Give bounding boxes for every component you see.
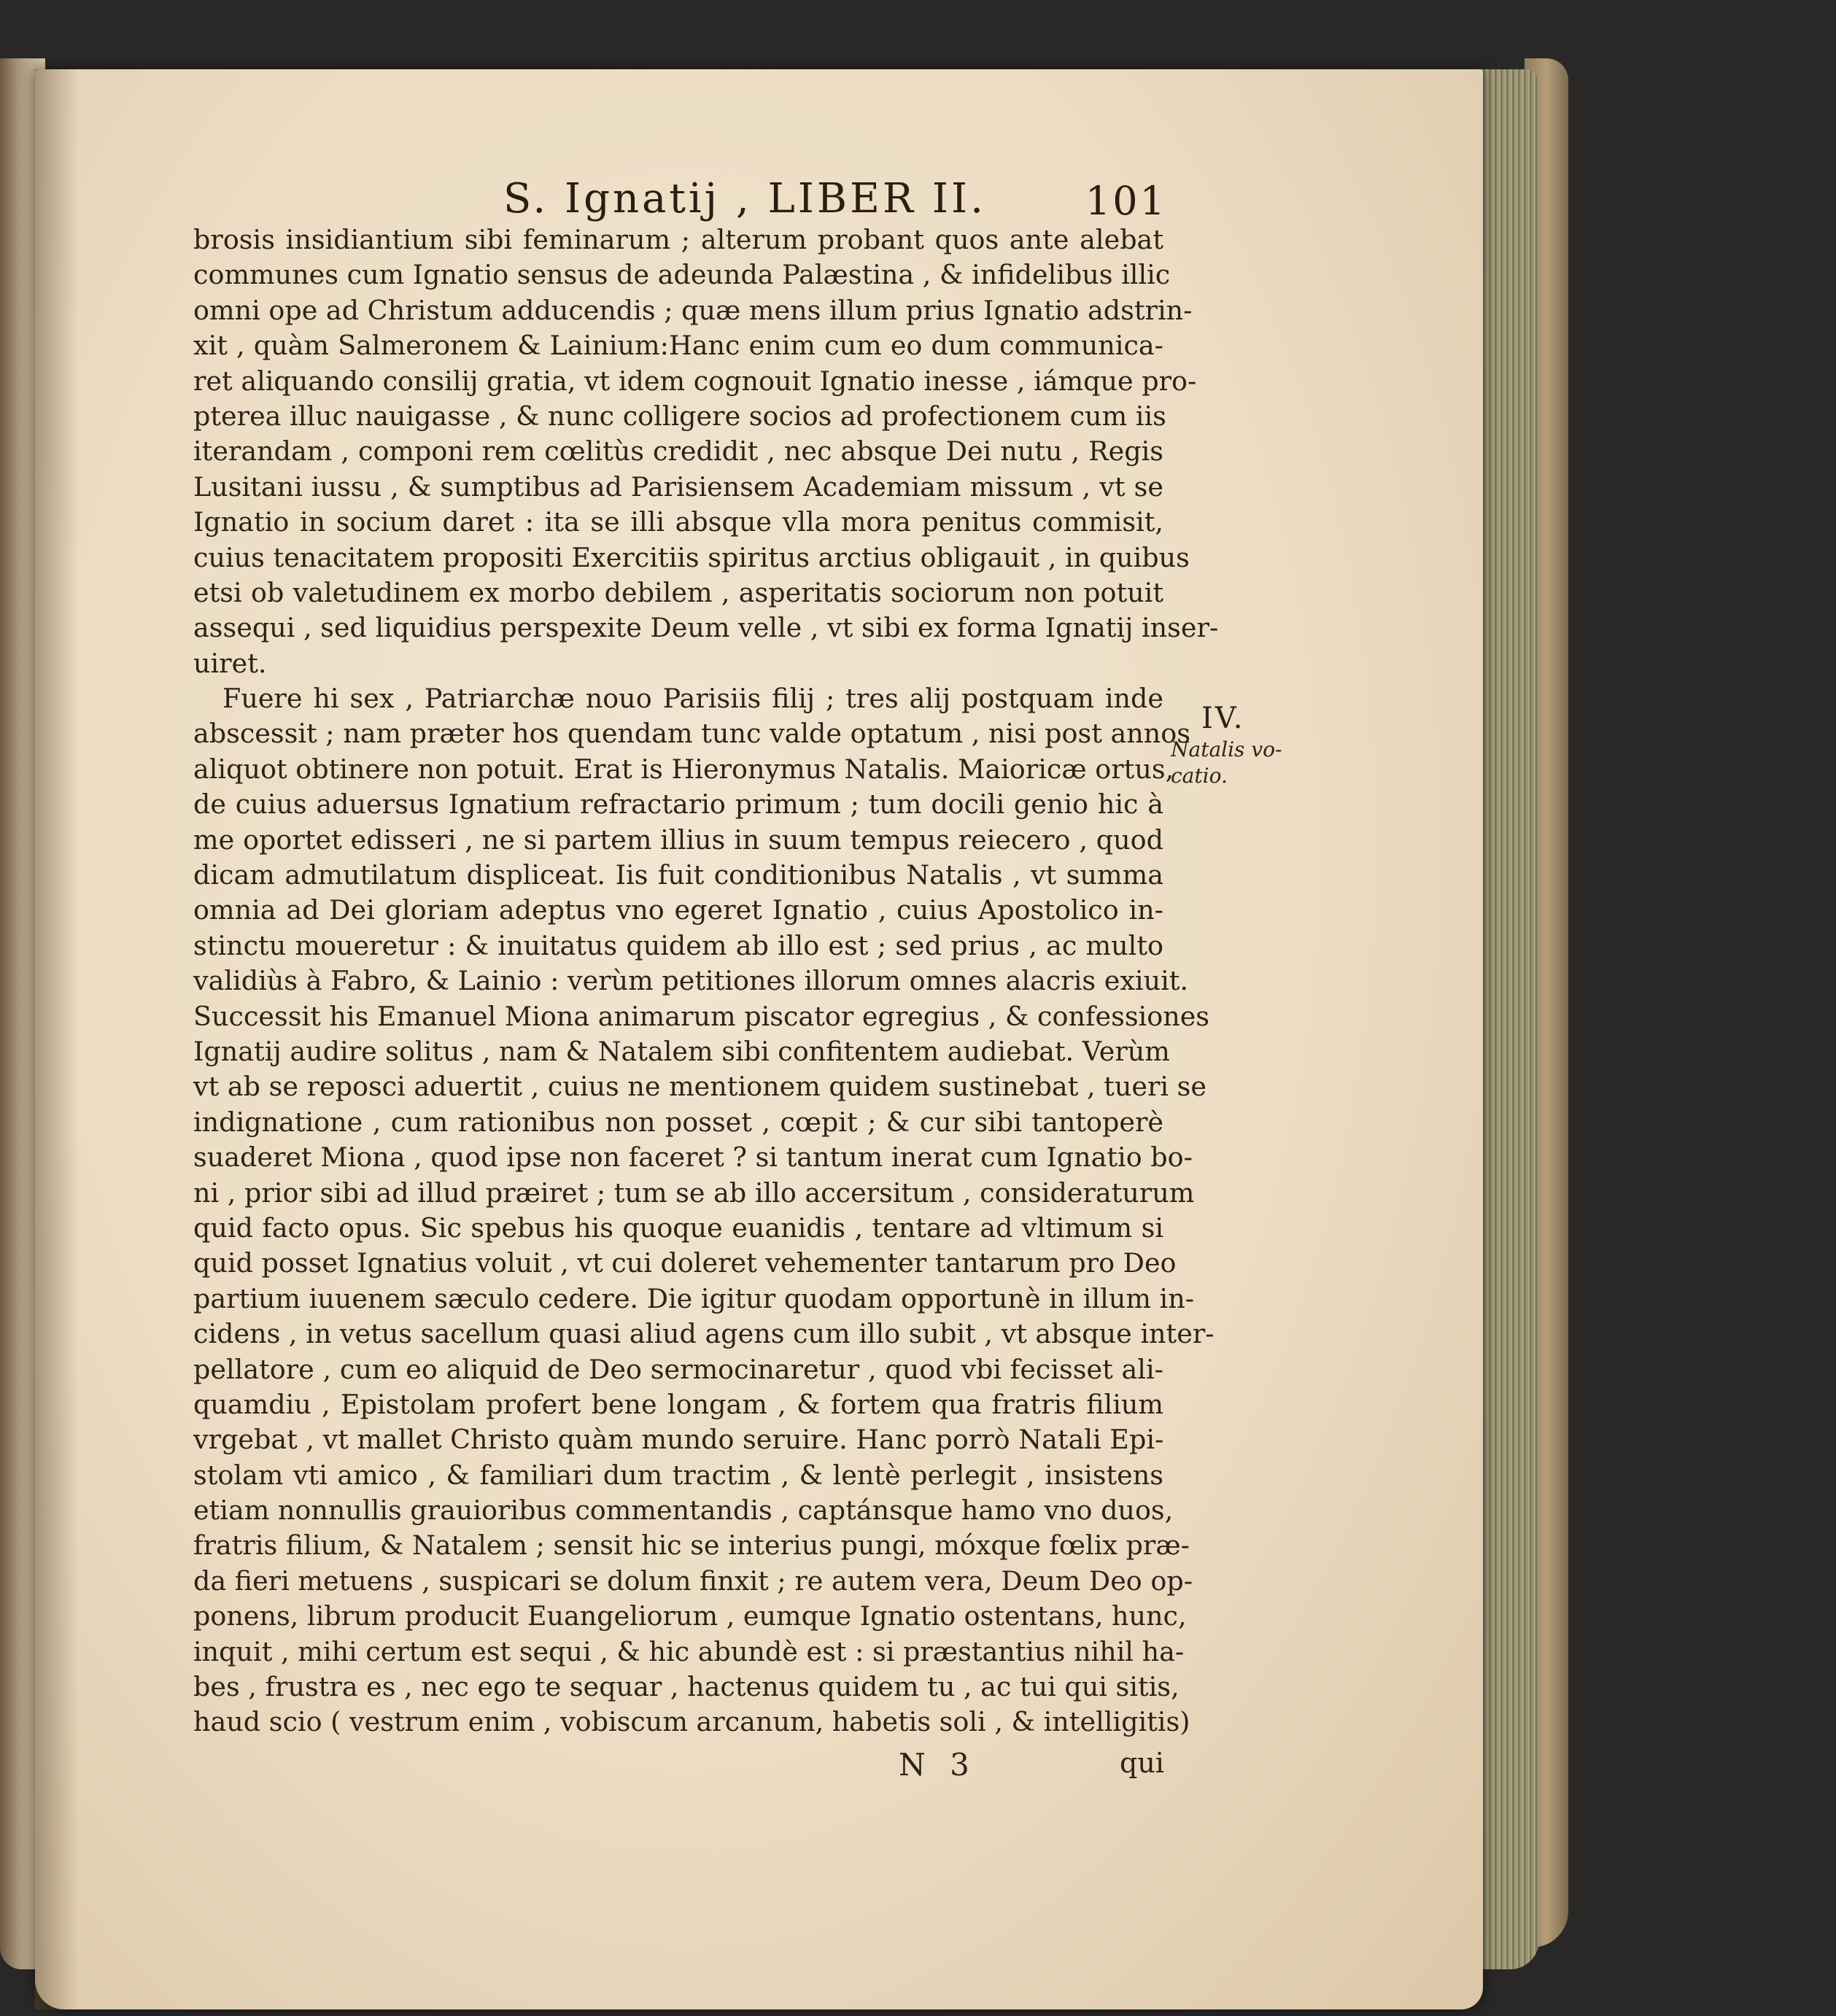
margin-note-line: catio. <box>1171 764 1228 788</box>
text-line: indignatione , cum rationibus non posset , cœpit ; & cur sibi tantoperè <box>193 1106 1163 1138</box>
page-header <box>190 175 1167 226</box>
text-line: omni ope ad Christum adducendis ; quæ mens illum prius Ignatio adstrin- <box>193 294 1193 326</box>
text-line: xit , quàm Salmeronem & Lainium:Hanc enim cum eo dum communica- <box>193 330 1163 362</box>
text-line: stinctu moueretur : & inuitatus quidem ab illo est ; sed prius , ac multo <box>193 929 1163 961</box>
text-line: stolam vti amico , & familiari dum tractim , & lentè perlegit , insistens <box>193 1459 1163 1491</box>
text-line: etsi ob valetudinem ex morbo debilem , asperitatis sociorum non potuit <box>193 576 1163 608</box>
text-line: vrgebat , vt mallet Christo quàm mundo seruire. Hanc porrò Natali Epi- <box>193 1424 1164 1456</box>
text-line: dicam admutilatum displiceat. Iis fuit conditionibus Natalis , vt summa <box>193 859 1163 891</box>
page-number: 101 <box>1085 178 1167 224</box>
text-line: vt ab se reposci aduertit , cuius ne mentionem quidem sustinebat , tueri se <box>193 1071 1206 1103</box>
text-line: Ignatij audire solitus , nam & Natalem sibi confitentem audiebat. Verùm <box>193 1035 1170 1067</box>
text-line: ret aliquando consilij gratia, vt idem cognouit Ignatio inesse , iámque pro- <box>193 365 1197 397</box>
text-line: quamdiu , Epistolam profert bene longam , & fortem qua fratris filium <box>193 1388 1163 1420</box>
text-line: da fieri metuens , suspicari se dolum finxit ; re autem vera, Deum Deo op- <box>193 1565 1193 1597</box>
text-line: de cuius aduersus Ignatium refractario primum ; tum docili genio hic à <box>193 788 1163 821</box>
text-line: brosis insidiantium sibi feminarum ; alterum probant quos ante alebat <box>193 224 1163 255</box>
text-line: ponens, librum producit Euangeliorum , eumque Ignatio ostentans, hunc, <box>193 1600 1187 1632</box>
text-line: Ignatio in socium daret : ita se illi absque vlla mora penitus commisit, <box>193 506 1163 538</box>
margin-note <box>1171 700 1282 789</box>
text-line: assequi , sed liquidius perspexite Deum velle , vt sibi ex forma Ignatij inser- <box>193 612 1219 644</box>
text-line: Lusitani iussu , & sumptibus ad Parisiensem Academiam missum , vt se <box>193 470 1163 503</box>
text-line: partium iuuenem sæculo cedere. Die igitur quodam opportunè in illum in- <box>193 1282 1195 1314</box>
text-line: aliquot obtinere non potuit. Erat is Hieronymus Natalis. Maioricæ ortus, <box>193 753 1174 785</box>
text-line: inquit , mihi certum est sequi , & hic abundè est : si præstantius nihil ha- <box>193 1635 1185 1667</box>
text-line: quid facto opus. Sic spebus his quoque euanidis , tentare ad vltimum si <box>193 1211 1163 1244</box>
signature-mark: N 3 <box>899 1747 977 1783</box>
text-line: Successit his Emanuel Miona animarum piscator egregius , & confessiones <box>193 1000 1210 1032</box>
text-line: Fuere hi sex , Patriarchæ nouo Parisiis filij ; tres alij postquam inde <box>222 683 1163 715</box>
catchword: qui <box>1120 1747 1164 1779</box>
text-line: omnia ad Dei gloriam adeptus vno egeret Ignatio , cuius Apostolico in- <box>193 894 1163 926</box>
text-line: abscessit ; nam præter hos quendam tunc valde optatum , nisi post annos <box>193 718 1190 750</box>
text-line: pellatore , cum eo aliquid de Deo sermocinaretur , quod vbi fecisset ali- <box>193 1353 1163 1385</box>
text-line: pterea illuc nauigasse , & nunc colligere socios ad profectionem cum iis <box>193 400 1166 432</box>
text-line: validiùs à Fabro, & Lainio : verùm petitiones illorum omnes alacris exiuit. <box>193 965 1189 997</box>
gutter-shadow <box>35 69 79 2009</box>
text-line: cuius tenacitatem propositi Exercitiis spiritus arctius obligauit , in quibus <box>193 541 1190 573</box>
text-line: bes , frustra es , nec ego te sequar , hactenus quidem tu , ac tui qui sitis, <box>193 1671 1180 1703</box>
text-line: quid posset Ignatius voluit , vt cui doleret vehementer tantarum pro Deo <box>193 1247 1177 1279</box>
text-line: suaderet Miona , quod ipse non faceret ? si tantum inerat cum Ignatio bo- <box>193 1141 1193 1174</box>
text-line: ni , prior sibi ad illud præiret ; tum se ab illo accersitum , consideraturum <box>193 1176 1195 1209</box>
text-line: iterandam , componi rem cœlitùs credidit , nec absque Dei nutu , Regis <box>193 435 1163 468</box>
text-line: haud scio ( vestrum enim , vobiscum arcanum, habetis soli , & intelligitis) <box>193 1706 1190 1738</box>
text-line: me oportet edisseri , ne si partem illius in suum tempus reiecero , quod <box>193 823 1163 856</box>
margin-note-line: Natalis vo- <box>1171 737 1282 761</box>
text-line: fratris filium, & Natalem ; sensit hic se interius pungi, móxque fœlix præ- <box>193 1530 1190 1562</box>
text-line: cidens , in vetus sacellum quasi aliud agens cum illo subit , vt absque inter- <box>193 1318 1215 1350</box>
text-line: etiam nonnullis grauioribus commentandis , captánsque hamo vno duos, <box>193 1494 1174 1527</box>
running-head: S. Ignatij , LIBER II. <box>503 175 986 222</box>
text-line: uiret. <box>193 647 267 679</box>
text-line: communes cum Ignatio sensus de adeunda Palæstina , & infidelibus illic <box>193 259 1171 291</box>
margin-note-number: IV. <box>1201 702 1245 735</box>
